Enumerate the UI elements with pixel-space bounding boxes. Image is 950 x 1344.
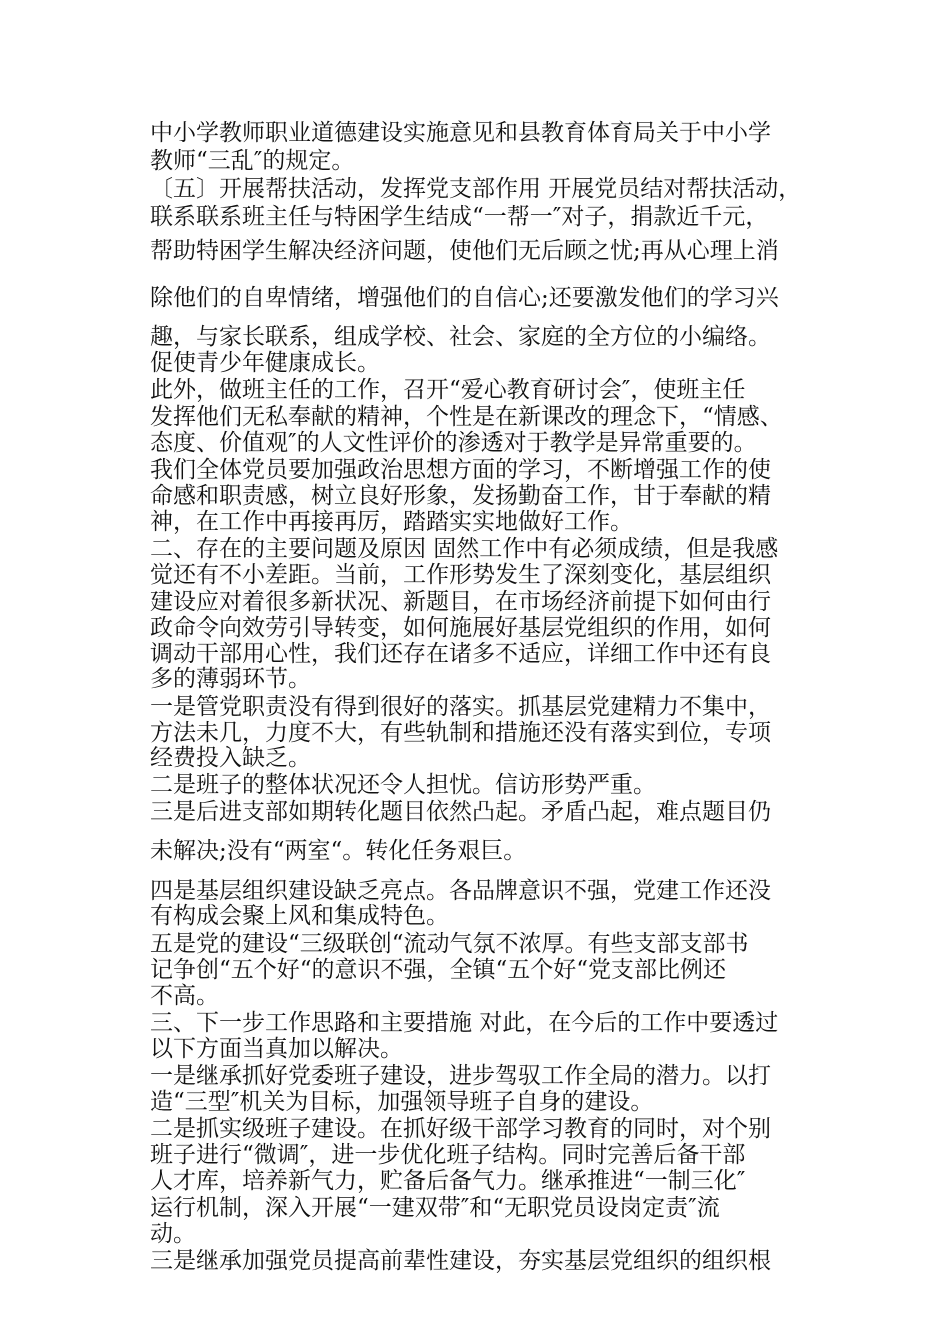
text-line: 发挥他们无私奉献的精神，个性是在新课改的理念下，“情感、 bbox=[150, 404, 783, 430]
text-line: 造“三型″机关为目标，加强领导班子自身的建设。 bbox=[150, 1089, 654, 1115]
text-line: 除他们的自卑情绪，增强他们的自信心;还要激发他们的学习兴 bbox=[150, 285, 779, 311]
text-line: 建设应对着很多新状况、新题目，在市场经济前提下如何由行 bbox=[150, 589, 771, 615]
text-line: 方法未几，力度不大，有些轨制和措施还没有落实到位，专项 bbox=[150, 720, 771, 746]
text-line: 班子进行“微调″，进一步优化班子结构。同时完善后备干部 bbox=[150, 1142, 746, 1168]
text-line: 人才库，培养新气力，贮备后备气力。继承推进“一制三化″ bbox=[150, 1168, 746, 1194]
text-line: 我们全体党员要加强政治思想方面的学习，不断增强工作的使 bbox=[150, 457, 771, 483]
text-line: 教师“三乱″的规定。 bbox=[150, 148, 355, 174]
text-line: 政命令向效劳引导转变，如何施展好基层党组织的作用，如何 bbox=[150, 615, 771, 641]
text-line: 促使青少年健康成长。 bbox=[150, 350, 380, 376]
text-line: 经费投入缺乏。 bbox=[150, 745, 311, 771]
text-line: 命感和职责感，树立良好形象，发扬勤奋工作，甘于奉献的精 bbox=[150, 483, 771, 509]
text-line: 一是管党职责没有得到很好的落实。抓基层党建精力不集中， bbox=[150, 694, 771, 720]
text-line: 未解决;没有“两室“。转化任务艰巨。 bbox=[150, 838, 527, 864]
text-line: 三是后进支部如期转化题目依然凸起。矛盾凸起，难点题目仍 bbox=[150, 799, 771, 825]
text-line: 不高。 bbox=[150, 983, 219, 1009]
text-line: 态度、价值观″的人文性评价的渗透对于教学是异常重要的。 bbox=[150, 430, 757, 456]
text-line: 二是抓实级班子建设。在抓好级干部学习教育的同时，对个别 bbox=[150, 1116, 771, 1142]
text-line: 四是基层组织建设缺乏亮点。各品牌意识不强，党建工作还没 bbox=[150, 878, 771, 904]
text-line: 觉还有不小差距。当前，工作形势发生了深刻变化，基层组织 bbox=[150, 562, 771, 588]
text-line: 趣，与家长联系，组成学校、社会、家庭的全方位的小编络。 bbox=[150, 324, 771, 350]
text-line: 运行机制，深入开展“一建双带″和“无职党员设岗定责″流 bbox=[150, 1195, 720, 1221]
text-line: 多的薄弱环节。 bbox=[150, 666, 311, 692]
text-line: 三、下一步工作思路和主要措施 对此，在今后的工作中要透过 bbox=[150, 1010, 779, 1036]
text-line: 动。 bbox=[150, 1221, 196, 1247]
text-line: 以下方面当真加以解决。 bbox=[150, 1036, 403, 1062]
text-line: 记争创“五个好“的意识不强，全镇“五个好“党支部比例还 bbox=[150, 957, 727, 983]
text-line: 二、存在的主要问题及原因 固然工作中有必须成绩，但是我感 bbox=[150, 536, 779, 562]
text-line: 此外，做班主任的工作，召开“爱心教育研讨会″，使班主任 bbox=[150, 377, 746, 403]
text-line: 一是继承抓好党委班子建设，进步驾驭工作全局的潜力。以打 bbox=[150, 1063, 771, 1089]
text-line: 联系联系班主任与特困学生结成“一帮一″对子，捐款近千元， bbox=[150, 204, 769, 230]
text-line: 中小学教师职业道德建设实施意见和县教育体育局关于中小学 bbox=[150, 120, 771, 146]
text-line: 帮助特困学生解决经济问题，使他们无后顾之忧;再从心理上消 bbox=[150, 238, 779, 264]
text-line: 五是党的建设“三级联创“流动气氛不浓厚。有些支部支部书 bbox=[150, 931, 749, 957]
text-line: 调动干部用心性，我们还存在诸多不适应，详细工作中还有良 bbox=[150, 641, 771, 667]
text-line: 〔五〕开展帮扶活动，发挥党支部作用 开展党员结对帮扶活动， bbox=[150, 176, 802, 202]
text-line: 二是班子的整体状况还令人担忧。信访形势严重。 bbox=[150, 772, 656, 798]
text-line: 有构成会聚上风和集成特色。 bbox=[150, 903, 449, 929]
text-line: 神，在工作中再接再厉，踏踏实实地做好工作。 bbox=[150, 509, 633, 535]
text-line: 三是继承加强党员提高前辈性建设，夯实基层党组织的组织根 bbox=[150, 1248, 771, 1274]
